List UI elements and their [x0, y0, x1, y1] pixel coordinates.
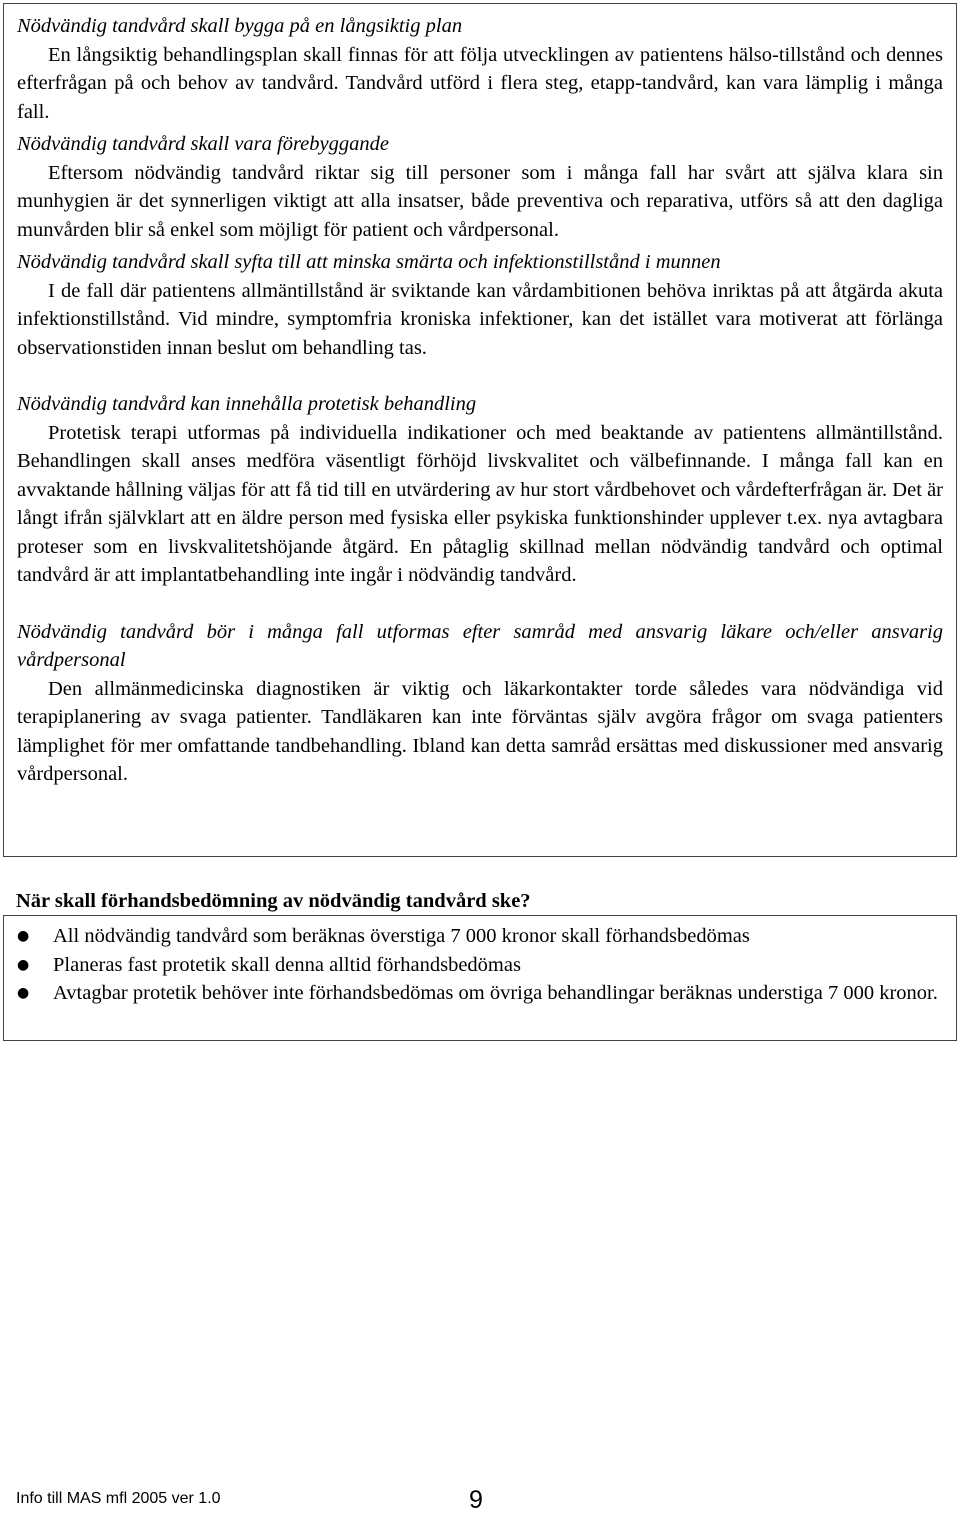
list-item-text: Avtagbar protetik behöver inte förhandsbedömas om övriga behandlingar beräknas understiga 7 000 kronor.: [53, 982, 938, 1004]
list-item-text: All nödvändig tandvård som beräknas överstiga 7 000 kronor skall förhandsbedömas: [53, 925, 750, 947]
bullet-box: [3, 915, 957, 1041]
section-heading: Nödvändig tandvård skall bygga på en långsiktig plan: [17, 15, 463, 37]
bullet-icon: ●: [17, 956, 30, 973]
footer-document-info: Info till MAS mfl 2005 ver 1.0: [16, 1490, 221, 1507]
section-body: En långsiktig behandlingsplan skall finnas för att följa utvecklingen av patientens hälso-tillstånd och dennes efterfrågan på och behov av tandvård. Tandvård utförd i flera steg, etapp-tandvård, kan vara lämplig i många fall.: [17, 43, 943, 123]
section-long-term-plan: [17, 12, 943, 126]
section-preventive: [17, 130, 943, 244]
list-item: [17, 951, 943, 980]
list-item: [17, 922, 943, 951]
section-heading: Nödvändig tandvård bör i många fall utformas efter samråd med ansvarig läkare och/eller ansvarig vårdpersonal: [17, 620, 943, 671]
question-heading: När skall förhandsbedömning av nödvändig tandvård ske?: [16, 890, 531, 912]
section-heading: Nödvändig tandvård skall vara förebyggande: [17, 133, 389, 155]
main-text-box: [3, 3, 957, 857]
bullet-list: [17, 922, 943, 1008]
section-pain-infection: [17, 248, 943, 362]
bullet-icon: ●: [17, 985, 30, 1001]
bullet-icon: ●: [17, 928, 30, 944]
section-heading: Nödvändig tandvård kan innehålla protetisk behandling: [17, 393, 477, 415]
page-number: 9: [469, 1486, 483, 1514]
section-body: Den allmänmedicinska diagnostiken är viktig och läkarkontakter torde således vara nödvändiga vid terapiplanering av svaga patienter. Tandläkaren kan inte förväntas själv avgöra frågor om svaga patienters lämplighet för mer omfattande tandbehandling. Ibland kan detta samråd ersättas med diskussioner med ansvarig vårdpersonal.: [17, 677, 943, 785]
section-body: I de fall där patientens allmäntillstånd är sviktande kan vårdambitionen behöva inriktas på att åtgärda akuta infektionstillstånd. Vid mindre, symptomfria kroniska infektioner, kan det istället vara motiverat att förlänga observationstiden innan beslut om behandling tas.: [17, 279, 943, 359]
section-prosthetic: [17, 390, 943, 590]
section-consultation: [17, 618, 943, 789]
list-item-text: Planeras fast protetik skall denna alltid förhandsbedömas: [53, 953, 521, 976]
list-item: [17, 979, 943, 1008]
section-body: Eftersom nödvändig tandvård riktar sig till personer som i många fall har svårt att själva klara sin munhygien är det synnerligen viktigt att alla insatser, både preventiva och reparativa, utförs så att den dagliga munvården blir så enkel som möjligt för patient och vårdpersonal.: [17, 161, 943, 241]
section-heading: Nödvändig tandvård skall syfta till att minska smärta och infektionstillstånd i munnen: [17, 251, 721, 273]
section-body: Protetisk terapi utformas på individuella indikationer och med beaktande av patientens allmäntillstånd. Behandlingen skall anses medföra väsentligt förhöjd livskvalitet och välbefinnande. I många fall kan en avvaktande hållning väljas för att få tid till en utvärdering av hur stort vårdbehovet och vårdefterfrågan är. Det är långt ifrån självklart att en äldre person med fysiska eller psykiska funktionshinder upplever t.ex. nya avtagbara proteser som en livskvalitetshöjande åtgärd. En påtaglig skillnad mellan nödvändig tandvård och optimal tandvård är att implantatbehandling inte ingår i nödvändig tandvård.: [17, 421, 943, 586]
